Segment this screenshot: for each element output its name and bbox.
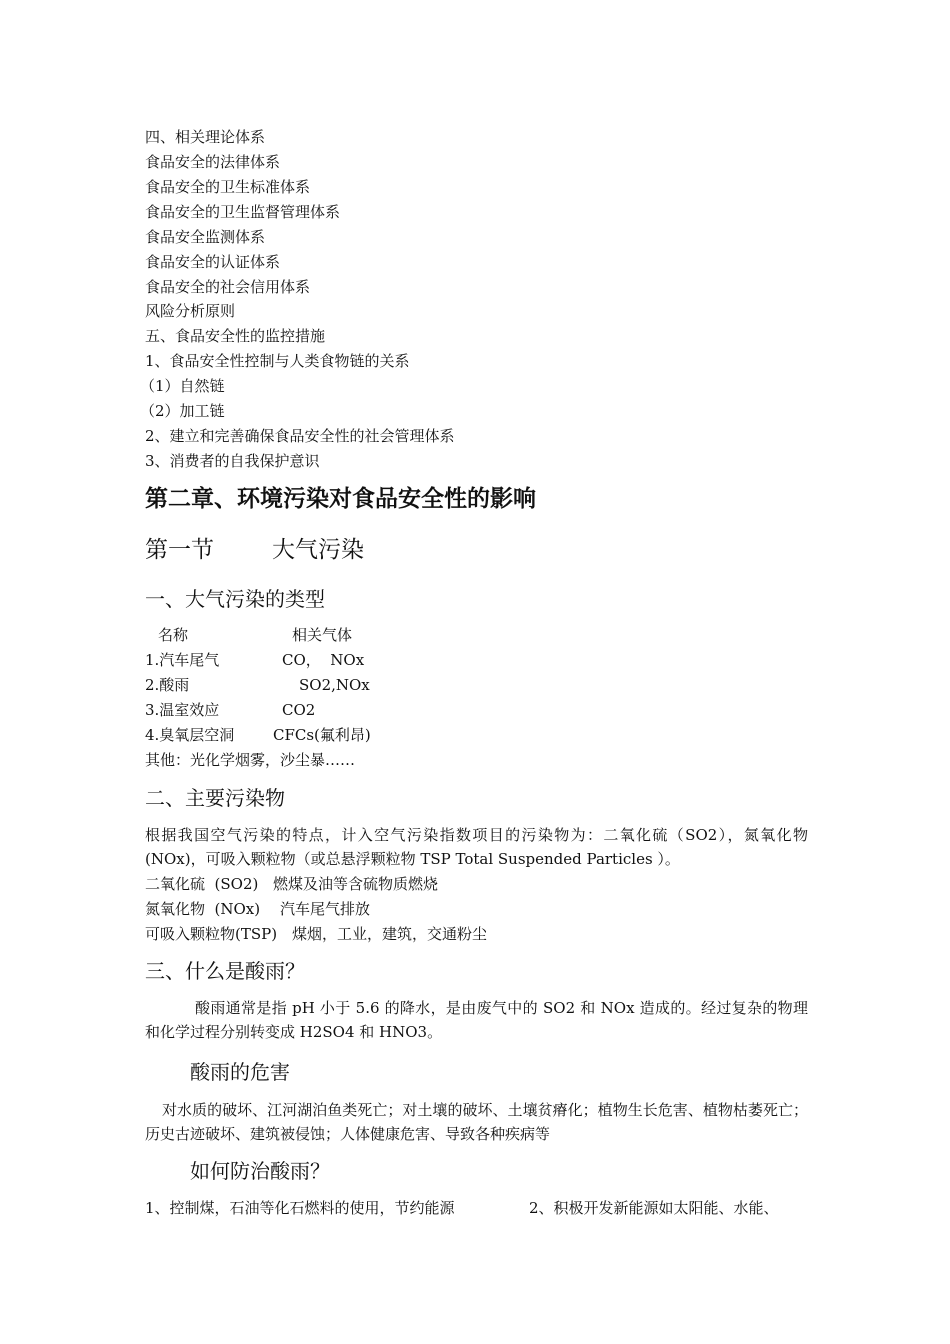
types-col-name: 名称 xyxy=(158,626,189,644)
types-row-gas: CO2 xyxy=(282,701,316,719)
types-heading: 一、大气污染的类型 xyxy=(145,587,325,611)
section4-item: 食品安全的认证体系 xyxy=(145,253,281,271)
pollutant-source: 煤烟，工业，建筑，交通粉尘 xyxy=(292,925,488,943)
section5-item: 3、消费者的自我保护意识 xyxy=(145,452,320,470)
types-row-name: 3.温室效应 xyxy=(145,701,220,719)
acid-rain-prevent-heading: 如何防治酸雨？ xyxy=(190,1159,330,1183)
section5-item: （2）加工链 xyxy=(140,402,225,420)
section4-item: 食品安全的卫生监督管理体系 xyxy=(145,203,341,221)
pollutant-name: 可吸入颗粒物(TSP) xyxy=(145,925,278,943)
acid-rain-heading: 三、什么是酸雨？ xyxy=(145,959,305,983)
section4-heading: 四、相关理论体系 xyxy=(145,128,266,146)
section-number: 第一节 xyxy=(145,537,214,563)
types-row-gas: SO2,NOx xyxy=(299,676,370,694)
acid-rain-harm-heading: 酸雨的危害 xyxy=(190,1060,290,1084)
acid-rain-prevent-item: 1、控制煤，石油等化石燃料的使用，节约能源 xyxy=(145,1199,455,1217)
section4-item: 食品安全监测体系 xyxy=(145,228,266,246)
section4-item: 食品安全的社会信用体系 xyxy=(145,278,311,296)
section4-item: 食品安全的卫生标准体系 xyxy=(145,178,311,196)
chapter-title: 第二章、环境污染对食品安全性的影响 xyxy=(145,486,536,512)
types-row-name: 2.酸雨 xyxy=(145,676,190,694)
types-row-name: 4.臭氧层空洞 xyxy=(145,726,235,744)
pollutant-source: 燃煤及油等含硫物质燃烧 xyxy=(273,875,439,893)
pollutants-intro: 根据我国空气污染的特点，计入空气污染指数项目的污染物为：二氧化硫（SO2），氮氧化物(NOx)，可吸入颗粒物（或总悬浮颗粒物 TSP Total Suspended Particles ）。 xyxy=(145,826,808,868)
pollutant-name: 氮氧化物 (NOx) xyxy=(145,900,261,918)
types-row-gas: CFCs(氟利昂) xyxy=(273,726,371,744)
acid-rain-harm-text: 对水质的破坏、江河湖泊鱼类死亡；对土壤的破坏、土壤贫瘠化；植物生长危害、植物枯萎死亡；历史古迹破坏、建筑被侵蚀；人体健康危害、导致各种疾病等 xyxy=(145,1101,808,1143)
types-row-gas: CO， NOx xyxy=(282,651,365,669)
section5-heading: 五、食品安全性的监控措施 xyxy=(145,327,326,345)
section5-item: 2、建立和完善确保食品安全性的社会管理体系 xyxy=(145,427,455,445)
section4-item: 风险分析原则 xyxy=(145,302,236,320)
section5-item: （1）自然链 xyxy=(140,377,225,395)
pollutant-name: 二氧化硫 (SO2) xyxy=(145,875,259,893)
types-col-gas: 相关气体 xyxy=(292,626,353,644)
section4-item: 食品安全的法律体系 xyxy=(145,153,281,171)
types-row-name: 1.汽车尾气 xyxy=(145,651,220,669)
pollutants-heading: 二、主要污染物 xyxy=(145,786,285,810)
section-name: 大气污染 xyxy=(272,537,364,563)
types-other: 其他：光化学烟雾，沙尘暴…… xyxy=(145,751,356,769)
acid-rain-definition: 酸雨通常是指 pH 小于 5.6 的降水，是由废气中的 SO2 和 NOx 造成的。经过复杂的物理和化学过程分别转变成 H2SO4 和 HNO3。 xyxy=(145,999,808,1041)
section5-item: 1、食品安全性控制与人类食物链的关系 xyxy=(145,352,410,370)
pollutant-source: 汽车尾气排放 xyxy=(280,900,371,918)
acid-rain-prevent-item: 2、积极开发新能源如太阳能、水能、 xyxy=(529,1199,779,1217)
